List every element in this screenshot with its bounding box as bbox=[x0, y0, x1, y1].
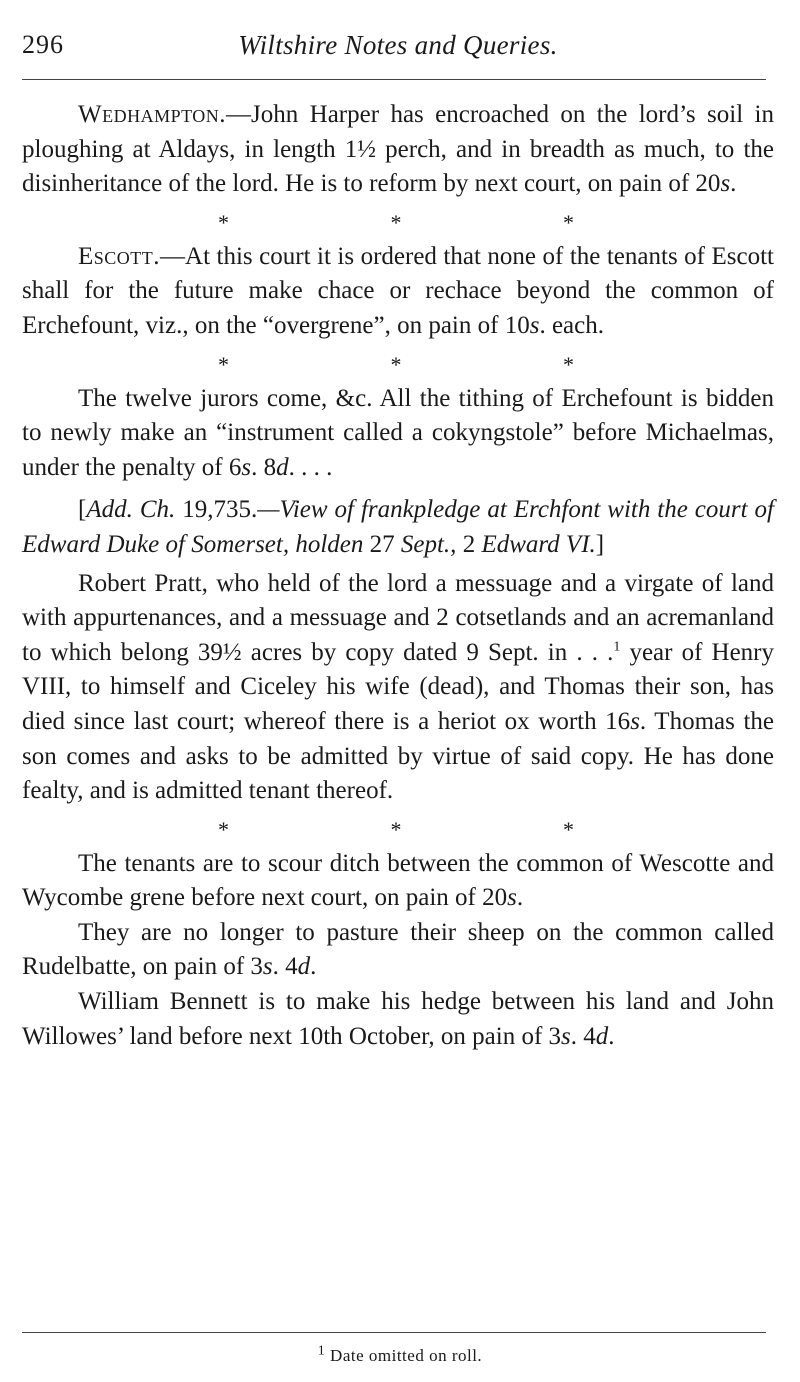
star-glyph: * bbox=[218, 816, 229, 842]
star-glyph: * bbox=[218, 351, 229, 377]
paragraph-sheep-pasture: They are no longer to pasture their sheep on the common called Rudelbatte, on pain of 3s. 4d. bbox=[22, 918, 774, 981]
star-glyph: * bbox=[563, 351, 574, 377]
paragraph-robert-pratt: Robert Pratt, who held of the lord a messuage and a virgate of land with appurtenances, and a messuage and 2 cotsetlands and an acremanland to which belong 39½ acres by copy dated 9 Sept. in . . .$^1$ year of Henry VIII, to himself and Ciceley his wife (dead), and Thomas their son, has died since last court; whereof there is a heriot ox worth 16s. Thomas the son comes and asks to be admitted by virtue of said copy. He has done fealty, and is admitted tenant thereof. bbox=[22, 569, 774, 805]
star-glyph: * bbox=[390, 209, 402, 235]
section-divider-stars bbox=[22, 344, 774, 382]
paragraph-jurors: The twelve jurors come, &c. All the tithing of Erchefount is bidden to newly make an “instrument called a cokyngstole” before Michaelmas, under the penalty of 6s. 8d. . . . bbox=[22, 384, 774, 481]
page-header bbox=[22, 22, 774, 66]
footnote-rule bbox=[22, 1332, 766, 1333]
footnote-text: Date omitted on roll. bbox=[325, 1346, 483, 1365]
star-glyph: * bbox=[563, 209, 574, 235]
page-number: 296 bbox=[22, 30, 64, 59]
paragraph-wedhampton: Wedhampton.—John Harper has encroached on the lord’s soil in ploughing at Aldays, in length 1½ perch, and in breadth as much, to the disinheritance of the lord. He is to reform by next court, on pain of 20s. bbox=[22, 101, 774, 198]
star-glyph: * bbox=[563, 816, 574, 842]
place-heading-wedhampton: Wedhampton. bbox=[78, 101, 227, 128]
star-glyph: * bbox=[218, 209, 229, 235]
star-glyph: * bbox=[390, 816, 402, 842]
running-title: Wiltshire Notes and Queries. bbox=[238, 30, 558, 60]
place-heading-escott: Escott. bbox=[78, 242, 161, 270]
paragraph-escott: Escott.—At this court it is ordered that none of the tenants of Escott shall for the future make chace or rechace beyond the common of Erchefount, viz., on the “overgrene”, on pain of 10s. each. bbox=[22, 242, 774, 339]
section-divider-stars bbox=[22, 202, 774, 240]
section-divider-stars bbox=[22, 809, 774, 847]
paragraph-charter-citation: [Add. Ch. 19,735.—View of frankpledge at Erchfont with the court of Edward Duke of Somerset, holden 27 Sept., 2 Edward VI.] bbox=[22, 496, 774, 558]
paragraph-hedge: William Bennett is to make his hedge between his land and John Willowes’ land before next 10th October, on pain of 3s. 4d. bbox=[22, 988, 774, 1050]
star-glyph: * bbox=[390, 351, 402, 377]
footnote-marker: 1 bbox=[317, 1343, 326, 1359]
footnote bbox=[0, 1343, 800, 1366]
paragraph-scour-ditch: The tenants are to scour ditch between the common of Wescotte and Wycombe grene before next court, on pain of 20s. bbox=[22, 849, 774, 912]
footnote-reference: 1 bbox=[613, 639, 621, 655]
page-body bbox=[22, 98, 774, 1054]
header-rule bbox=[22, 79, 766, 80]
